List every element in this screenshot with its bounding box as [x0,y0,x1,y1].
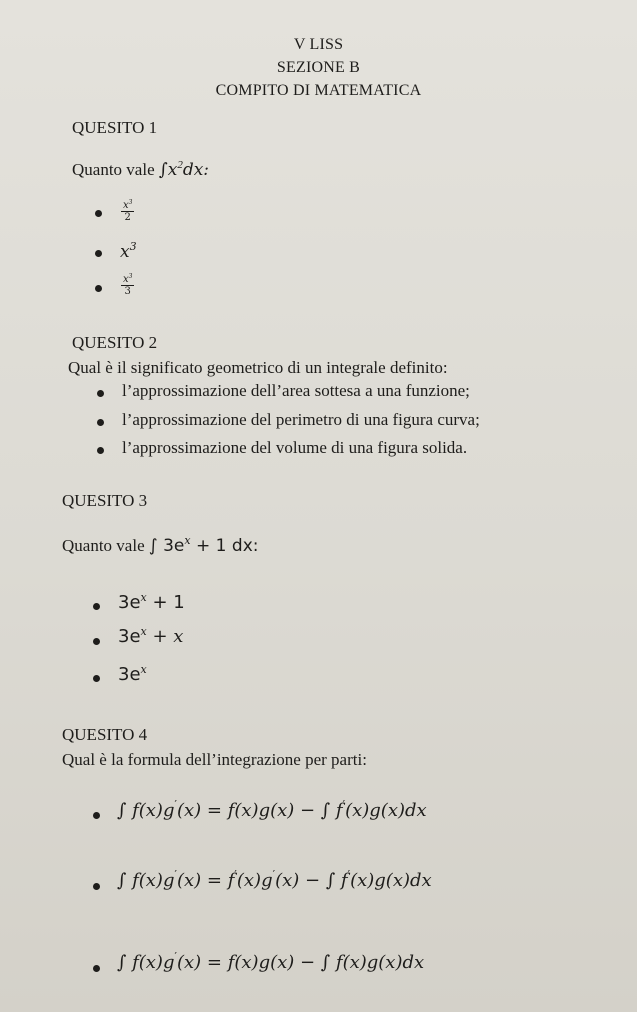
q1-prompt [72,160,209,180]
q4-option-1-bullet [93,812,100,819]
q3-option-2[interactable]: $3e^x + x$ [118,625,184,647]
q3-option-3-bullet [93,675,100,682]
q3-option-1-bullet [93,603,100,610]
q4-option-2-bullet [93,883,100,890]
q1-option-3-bullet [95,285,102,292]
q2-option-2-bullet [97,419,104,426]
q2-option-2[interactable]: l’approssimazione del perimetro di una figura curva; [122,410,480,429]
q4-label: QUESITO 4 [62,725,148,744]
q3-option-3[interactable]: $3e^x$ [118,663,147,685]
q3-exp: x [184,534,191,547]
q3-integral: ∫ 3e [148,536,185,556]
q1-integral-sign: ∫ [158,160,168,180]
q3-label: QUESITO 3 [62,491,148,510]
q1-suffix: dx: [182,160,210,180]
q1-option-1-bullet [95,210,102,217]
q3-prompt [62,536,258,556]
q4-option-3-bullet [93,965,100,972]
q4-prompt: Qual è la formula dell’integrazione per parti: [62,750,367,769]
q3-suffix: + 1 dx: [190,536,259,556]
q1-label: QUESITO 1 [72,118,158,137]
q2-option-3[interactable]: l’approssimazione del volume di una figura solida. [122,438,468,457]
q2-option-1[interactable]: l’approssimazione dell’area sottesa a una funzione; [122,381,470,400]
q2-prompt: Qual è il significato geometrico di un integrale definito: [68,358,448,377]
q1-option-2[interactable]: $x^3$ [120,240,137,262]
q2-option-3-bullet [97,447,104,454]
q1-option-2-bullet [95,250,102,257]
q3-option-1[interactable]: $3e^x + 1$ [118,591,185,613]
q3-prompt-prefix: Quanto vale [62,536,145,555]
q4-option-1[interactable]: ∫ f(x)g′(x) = f(x)g(x) − ∫ f′(x)g(x)dx [117,798,427,821]
q2-option-1-bullet [97,390,104,397]
section-name: SEZIONE B [276,59,361,76]
q2-label: QUESITO 2 [72,333,158,352]
q1-var: x [167,160,178,180]
school-class: V LISS [293,36,344,53]
q4-option-3[interactable]: ∫ f(x)g′(x) = f(x)g(x) − ∫ f(x)g(x)dx [117,950,425,973]
q1-option-3[interactable]: $\frac{x^3}{3}$ [123,273,133,297]
page-title: COMPITO DI MATEMATICA [215,82,422,99]
q4-option-2[interactable]: ∫ f(x)g′(x) = f′(x)g′(x) − ∫ f′(x)g(x)dx [117,868,432,891]
q1-option-1[interactable]: $\frac{x^3}{2}$ [123,199,133,223]
q1-prompt-prefix: Quanto vale [72,160,155,179]
q3-option-2-bullet [93,638,100,645]
q1-exp: 2 [177,159,183,171]
